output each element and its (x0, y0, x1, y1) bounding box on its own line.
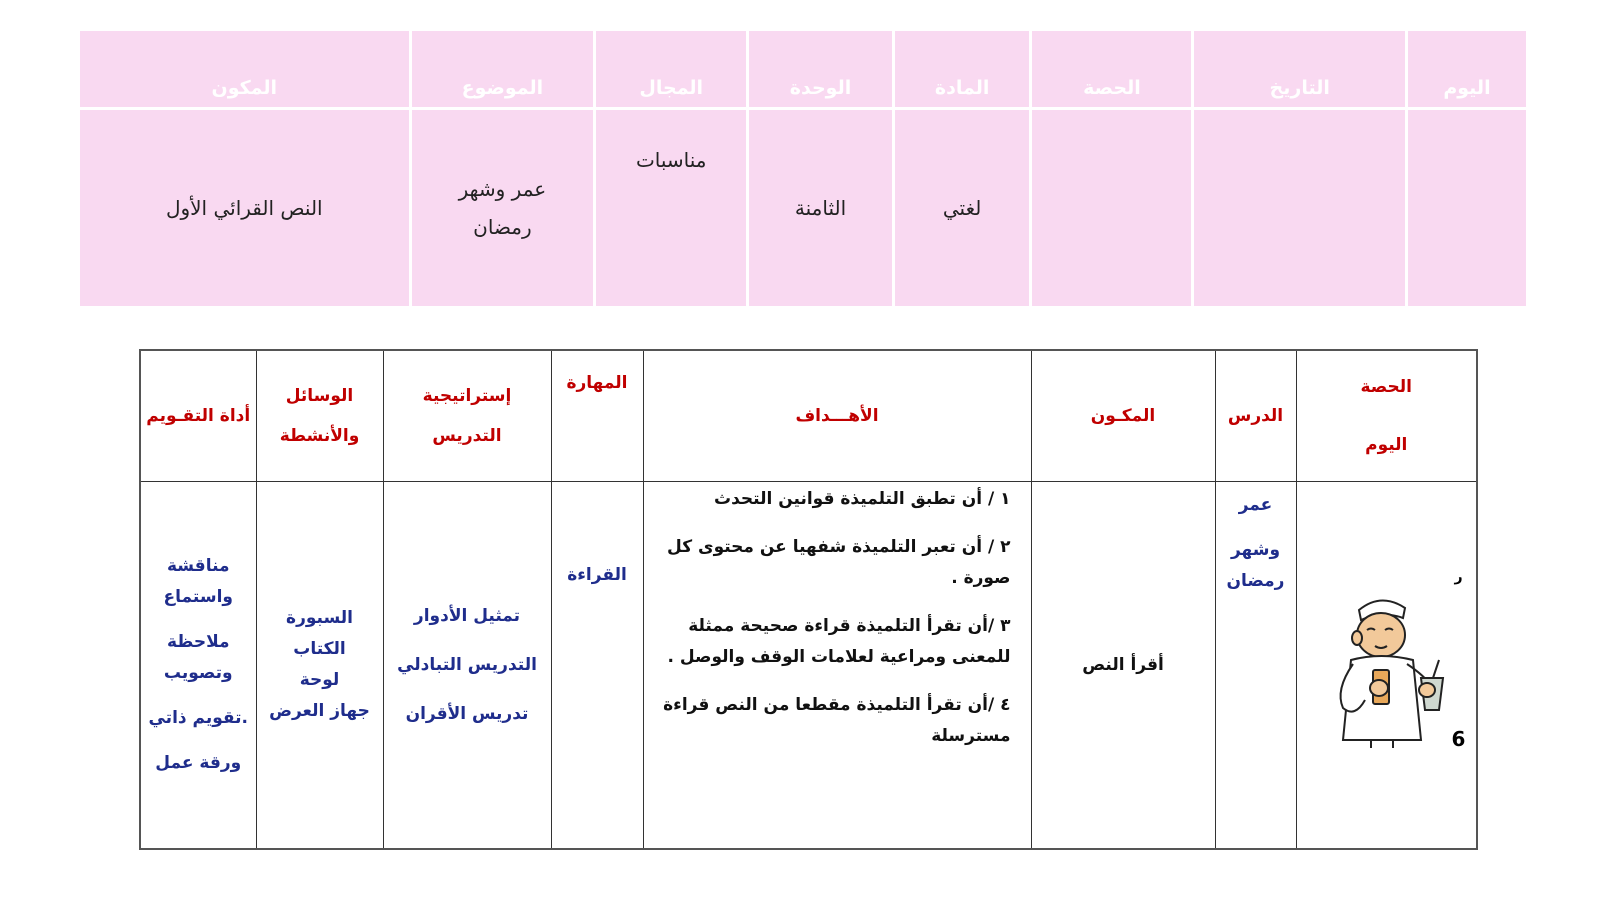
clipart-mark-bottom: 6 (1451, 727, 1466, 751)
skill-cell: القراءة (551, 482, 643, 850)
assessment-2: واستماع (163, 587, 233, 607)
value-topic-line1: عمر وشهر (458, 177, 547, 201)
strategy-2: التدريس التبادلي (397, 654, 537, 675)
lesson-line3: رمضان (1226, 571, 1285, 591)
lesson-line1: عمر (1238, 495, 1273, 515)
objective-1: ١ / أن تطبق التلميذة قوانين التحدث (714, 489, 1011, 509)
header-subject: المادة (895, 31, 1029, 107)
header-aids-line1: الوسائل (285, 386, 354, 406)
header-aids-line2: والأنشطة (279, 426, 360, 446)
lesson-line2: وشهر (1230, 540, 1281, 560)
component-cell: أقرأ النص (1031, 482, 1215, 850)
strategy-1: تمثيل الأدوار (413, 605, 521, 626)
boy-drinking-juice-icon (1321, 580, 1451, 750)
value-unit: الثامنة (749, 110, 892, 306)
header-objectives: الأهـــداف (643, 350, 1031, 482)
info-header-row (80, 31, 1526, 107)
header-component: المكـون (1031, 350, 1215, 482)
assessment-6: ورقة عمل (155, 753, 242, 773)
lesson-cell (1215, 482, 1296, 850)
header-date: التاريخ (1194, 31, 1404, 107)
objective-4: ٤ /أن تقرأ التلميذة مقطعا من النص قراءة مسترسلة (663, 695, 1011, 746)
header-session: الحصة (1032, 31, 1191, 107)
assessment-3: ملاحظة (166, 632, 230, 652)
header-day: اليوم (1408, 31, 1526, 107)
header-strategy-line2: التدريس (432, 426, 502, 446)
assessment-5: .تقويم ذاتي (148, 708, 248, 728)
value-topic (412, 110, 594, 306)
header-assessment: أداة التقـويم (140, 350, 256, 482)
lesson-plan-table (139, 349, 1478, 850)
header-unit: الوحدة (749, 31, 892, 107)
header-strategy-line1: إستراتيجية (422, 386, 512, 406)
header-component: المكون (80, 31, 409, 107)
header-session-label: الحصة (1360, 377, 1413, 397)
strategies-cell (383, 482, 551, 850)
objective-3: ٣ /أن تقرأ التلميذة قراءة صحيحة ممثلة للمعنى ومراعية لعلامات الوقف والوصل . (667, 616, 1011, 667)
header-aids (256, 350, 383, 482)
assessment-cell (140, 482, 256, 850)
objectives-cell (643, 482, 1031, 850)
value-subject: لغتي (895, 110, 1029, 306)
clipart-cell (1296, 482, 1477, 850)
header-field: المجال (596, 31, 746, 107)
header-session-day (1296, 350, 1477, 482)
strategy-3: تدريس الأقران (405, 703, 529, 724)
value-component: النص القرائي الأول (80, 110, 409, 306)
objective-2: ٢ / أن تعبر التلميذة شفهيا عن محتوى كل صورة . (667, 537, 1011, 588)
aid-3: لوحة (299, 670, 340, 690)
info-values-row (80, 110, 1526, 306)
lesson-header-row (140, 350, 1477, 482)
lesson-body-row (140, 482, 1477, 850)
lesson-info-table (77, 28, 1529, 309)
aid-1: السبورة (286, 608, 353, 628)
header-lesson: الدرس (1215, 350, 1296, 482)
aid-2: الكتاب (293, 639, 346, 659)
value-field: مناسبات (596, 110, 746, 306)
value-date (1194, 110, 1404, 306)
header-topic: الموضوع (412, 31, 594, 107)
clipart-mark-top: ر (1454, 569, 1463, 585)
value-session (1032, 110, 1191, 306)
value-topic-line2: رمضان (473, 215, 532, 239)
header-day-label: اليوم (1365, 435, 1408, 455)
aids-cell (256, 482, 383, 850)
assessment-4: وتصويب (163, 663, 233, 683)
assessment-1: مناقشة (166, 556, 230, 576)
value-day (1408, 110, 1526, 306)
header-skill: المهارة (551, 350, 643, 482)
header-strategy (383, 350, 551, 482)
aid-4: جهاز العرض (269, 701, 370, 721)
